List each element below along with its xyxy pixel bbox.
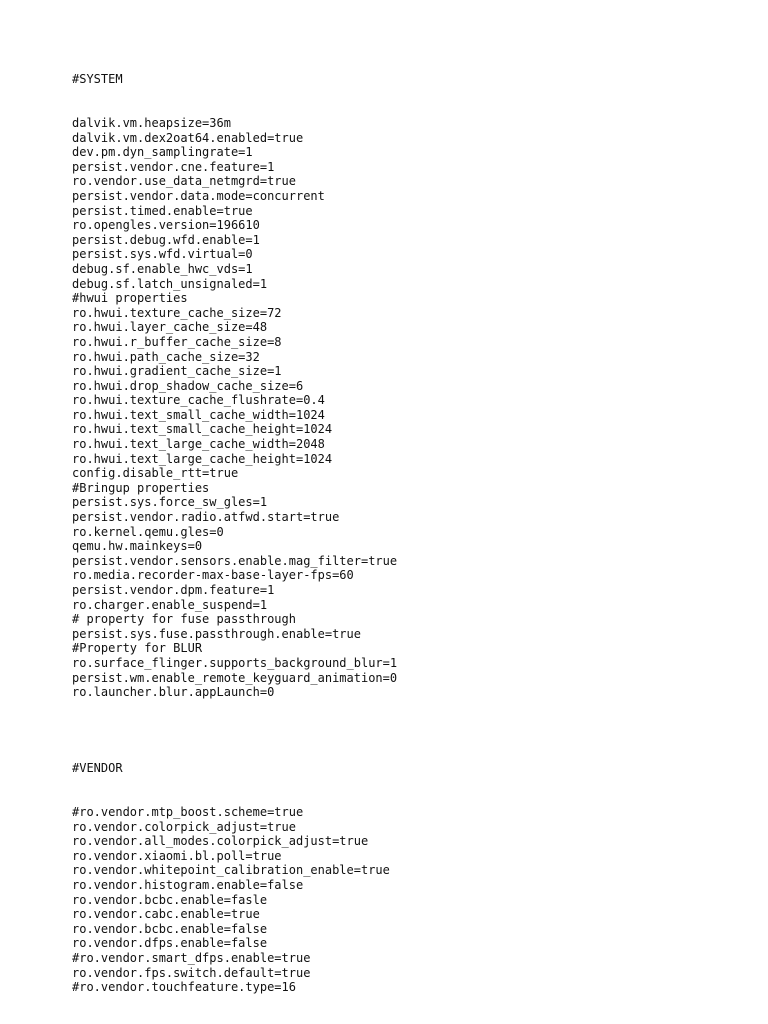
vendor-property-line: ro.vendor.histogram.enable=false: [72, 877, 304, 892]
system-property-line: ro.hwui.r_buffer_cache_size=8: [72, 334, 282, 349]
vendor-property-line: ro.vendor.bcbc.enable=fasle: [72, 892, 268, 907]
system-property-line: ro.launcher.blur.appLaunch=0: [72, 685, 275, 700]
system-property-line: persist.timed.enable=true: [72, 203, 253, 218]
system-section-heading: #SYSTEM: [72, 72, 123, 86]
system-property-line: ro.hwui.text_small_cache_width=1024: [72, 407, 325, 422]
vendor-property-line: ro.vendor.xiaomi.bl.poll=true: [72, 848, 282, 863]
system-property-line: ro.hwui.text_large_cache_height=1024: [72, 451, 333, 466]
system-property-line: ro.hwui.gradient_cache_size=1: [72, 364, 282, 379]
system-property-line: ro.vendor.use_data_netmgrd=true: [72, 174, 296, 189]
system-property-line: persist.sys.wfd.virtual=0: [72, 247, 253, 262]
system-property-line: ro.charger.enable_suspend=1: [72, 597, 268, 612]
system-property-line: ro.kernel.qemu.gles=0: [72, 524, 224, 539]
system-property-line: persist.vendor.radio.atfwd.start=true: [72, 510, 340, 525]
system-property-line: debug.sf.enable_hwc_vds=1: [72, 261, 253, 276]
system-property-line: persist.wm.enable_remote_keyguard_animation=0: [72, 670, 398, 685]
system-property-line: qemu.hw.mainkeys=0: [72, 539, 203, 554]
system-property-line: #Property for BLUR: [72, 641, 203, 656]
system-property-line: ro.hwui.layer_cache_size=48: [72, 320, 268, 335]
system-property-line: #Bringup properties: [72, 480, 210, 495]
vendor-property-line: #ro.vendor.touchfeature.type=16: [72, 980, 296, 995]
vendor-property-line: ro.vendor.bcbc.enable=false: [72, 921, 268, 936]
vendor-property-line: ro.vendor.all_modes.colorpick_adjust=true: [72, 834, 369, 849]
system-property-line: ro.surface_flinger.supports_background_blur=1: [72, 655, 398, 670]
system-property-line: ro.hwui.path_cache_size=32: [72, 349, 260, 364]
system-property-line: persist.vendor.data.mode=concurrent: [72, 188, 325, 203]
system-property-line: #hwui properties: [72, 291, 188, 306]
system-property-line: persist.sys.force_sw_gles=1: [72, 495, 268, 510]
system-property-line: ro.opengles.version=196610: [72, 218, 260, 233]
system-property-line: ro.hwui.text_small_cache_height=1024: [72, 422, 333, 437]
system-property-line: ro.hwui.texture_cache_flushrate=0.4: [72, 393, 325, 408]
system-property-line: persist.debug.wfd.enable=1: [72, 232, 260, 247]
system-property-line: ro.hwui.drop_shadow_cache_size=6: [72, 378, 304, 393]
system-property-line: persist.sys.fuse.passthrough.enable=true: [72, 626, 361, 641]
system-property-line: persist.vendor.cne.feature=1: [72, 159, 275, 174]
system-property-line: dalvik.vm.dex2oat64.enabled=true: [72, 130, 304, 145]
system-property-line: persist.vendor.sensors.enable.mag_filter=true: [72, 553, 398, 568]
system-property-line: persist.vendor.dpm.feature=1: [72, 583, 275, 597]
system-property-line: dev.pm.dyn_samplingrate=1: [72, 145, 253, 160]
vendor-property-line: #ro.vendor.smart_dfps.enable=true: [72, 950, 311, 965]
system-property-line: dalvik.vm.heapsize=36m: [72, 116, 231, 130]
vendor-property-line: ro.vendor.dfps.enable=false: [72, 936, 268, 951]
system-property-line: ro.hwui.text_large_cache_width=2048: [72, 437, 325, 452]
system-property-line: ro.media.recorder-max-base-layer-fps=60: [72, 568, 354, 583]
system-property-line: # property for fuse passthrough: [72, 612, 296, 627]
vendor-property-line: #ro.vendor.mtp_boost.scheme=true: [72, 804, 304, 819]
vendor-section-heading: #VENDOR: [72, 761, 123, 776]
vendor-property-line: ro.vendor.colorpick_adjust=true: [72, 819, 296, 834]
system-properties-block: [72, 116, 397, 700]
system-property-line: config.disable_rtt=true: [72, 466, 239, 481]
vendor-section: [72, 732, 390, 995]
system-property-line: ro.hwui.texture_cache_size=72: [72, 305, 282, 320]
vendor-property-line: ro.vendor.whitepoint_calibration_enable=true: [72, 863, 390, 878]
vendor-property-line: ro.vendor.fps.switch.default=true: [72, 965, 311, 980]
system-property-line: debug.sf.latch_unsignaled=1: [72, 276, 268, 291]
vendor-property-line: ro.vendor.cabc.enable=true: [72, 907, 260, 922]
